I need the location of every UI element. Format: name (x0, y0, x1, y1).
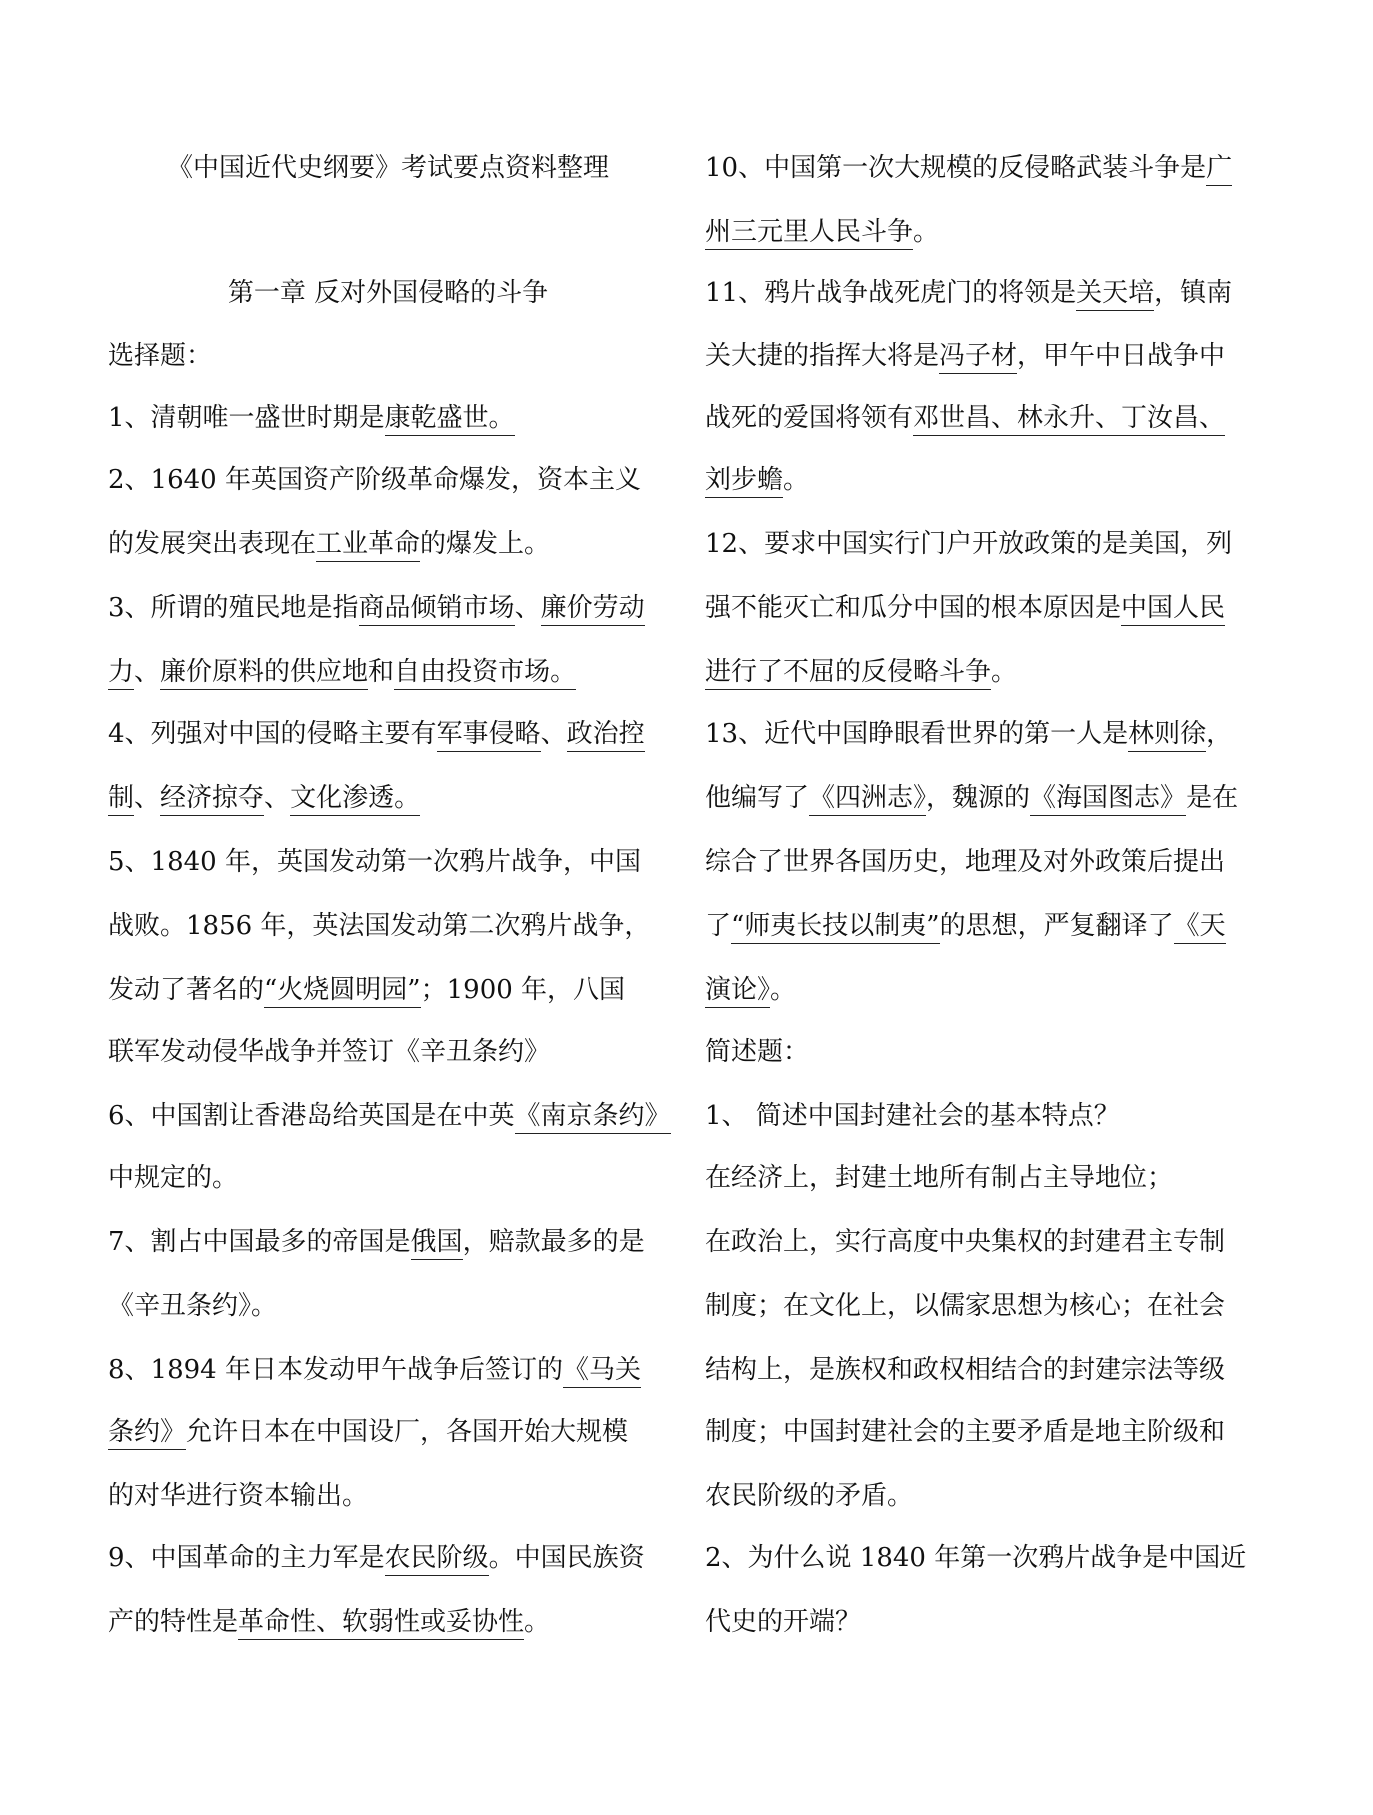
text-run: 。 (770, 975, 797, 1005)
text-line (705, 1352, 1225, 1388)
chapter-title: 第一章 反对外国侵略的斗争 (227, 278, 549, 308)
text-run: 12、要求中国实行门户开放政策的是美国，列 (705, 529, 1233, 559)
underlined-answer: 邓世昌、林永升、丁汝昌、 (913, 403, 1225, 436)
text-run: 《辛丑条约》。 (108, 1291, 278, 1321)
text-run: 是在 (1186, 783, 1239, 813)
text-run: 5、1840 年，英国发动第一次鸦片战争，中国 (108, 847, 641, 877)
text-line (705, 590, 1225, 626)
text-run: 10、中国第一次大规模的反侵略武装斗争是 (705, 153, 1207, 183)
text-line (108, 590, 645, 626)
text-line (705, 1540, 1246, 1576)
document-title: 《中国近代史纲要》考试要点资料整理 (166, 153, 609, 183)
text-run: 9、中国革命的主力军是 (108, 1543, 385, 1573)
underlined-answer: 力 (108, 657, 134, 690)
underlined-answer: 《马关 (563, 1355, 641, 1388)
text-run: 选择题： (108, 341, 213, 371)
text-line (108, 972, 625, 1008)
underlined-answer: “师夷长技以制夷” (731, 911, 940, 944)
text-line (705, 654, 1017, 690)
text-run: 制度；在文化上，以儒家思想为核心；在社会 (705, 1291, 1226, 1321)
text-line (108, 1352, 641, 1388)
text-line (108, 780, 420, 816)
underlined-answer: 《海国图志》 (1030, 783, 1186, 816)
text-line (705, 716, 1232, 752)
underlined-answer: “火烧圆明园” (264, 975, 421, 1008)
text-run: 1、清朝唯一盛世时期是 (108, 403, 385, 433)
text-line (108, 400, 515, 436)
text-line (705, 1604, 861, 1640)
text-run: 在经济上，封建土地所有制占主导地位； (705, 1163, 1174, 1193)
text-run: 战败。1856 年，英法国发动第二次鸦片战争， (108, 911, 651, 941)
text-line (108, 1414, 628, 1450)
text-line (705, 1478, 913, 1514)
text-line (705, 1224, 1225, 1260)
text-run: 简述题： (705, 1037, 810, 1067)
underlined-answer: 农民阶级 (385, 1543, 489, 1576)
text-line (705, 780, 1238, 816)
underlined-answer: 林则徐 (1128, 719, 1206, 752)
text-run: 6、中国割让香港岛给英国是在中英 (108, 1101, 515, 1131)
text-line (705, 338, 1225, 374)
text-run: 。 (913, 217, 940, 247)
text-line (705, 1288, 1225, 1324)
text-run: 在政治上，实行高度中央集权的封建君主专制 (705, 1227, 1226, 1257)
text-run: 的思想，严复翻译了 (939, 911, 1174, 941)
underlined-answer: 廉价原料的供应地 (160, 657, 368, 690)
underlined-answer: 自由投资市场。 (394, 657, 576, 690)
text-run: 8、1894 年日本发动甲午战争后签订的 (108, 1355, 563, 1385)
text-run: 、 (134, 783, 161, 813)
text-line (705, 972, 796, 1008)
text-line (108, 338, 212, 374)
text-line (705, 1034, 809, 1070)
text-line (108, 1224, 645, 1260)
text-line (705, 150, 1232, 186)
text-line (108, 654, 576, 690)
text-run: 、 (540, 719, 567, 749)
text-line (705, 908, 1226, 944)
underlined-answer: 演论》 (705, 975, 770, 1008)
text-run: 。 (524, 1607, 551, 1637)
underlined-answer: 条约》 (108, 1417, 186, 1450)
underlined-answer: 政治控 (567, 719, 645, 752)
text-run: 结构上，是族权和政权相结合的封建宗法等级 (705, 1355, 1226, 1385)
text-run: 4、列强对中国的侵略主要有 (108, 719, 437, 749)
underlined-answer: 《天 (1174, 911, 1226, 944)
text-line (108, 1604, 550, 1640)
underlined-answer: 商品倾销市场 (359, 593, 515, 626)
text-run: 。 (991, 657, 1018, 687)
underlined-answer: 文化渗透。 (290, 783, 420, 816)
text-run: 发动了著名的 (108, 975, 265, 1005)
text-run: 联军发动侵华战争并签订《辛丑条约》 (108, 1037, 551, 1067)
underlined-answer: 军事侵略 (437, 719, 541, 752)
text-run: 、 (514, 593, 541, 623)
text-line (705, 1414, 1225, 1450)
text-run: 制度；中国封建社会的主要矛盾是地主阶级和 (705, 1417, 1226, 1447)
text-run: 战死的爱国将领有 (705, 403, 914, 433)
text-line (705, 400, 1225, 436)
underlined-answer: 进行了不屈的反侵略斗争 (705, 657, 991, 690)
text-run: 1、 简述中国封建社会的基本特点？ (705, 1101, 1120, 1131)
text-run: ，赔款最多的是 (462, 1227, 645, 1257)
text-run: 3、所谓的殖民地是指 (108, 593, 359, 623)
text-line (705, 1160, 1173, 1196)
text-line (108, 1540, 645, 1576)
text-run: 13、近代中国睁眼看世界的第一人是 (705, 719, 1129, 749)
underlined-answer: 关天培 (1076, 278, 1154, 311)
text-run: 他编写了 (705, 783, 810, 813)
text-run: 代史的开端？ (705, 1607, 862, 1637)
text-run: 农民阶级的矛盾。 (705, 1481, 914, 1511)
text-run: 。中国民族资 (488, 1543, 645, 1573)
underlined-answer: 工业革命 (316, 529, 420, 562)
underlined-answer: 康乾盛世。 (385, 403, 515, 436)
underlined-answer: 州三元里人民斗争 (705, 217, 913, 250)
text-run: 、 (134, 657, 161, 687)
text-line (108, 1478, 368, 1514)
text-run: 综合了世界各国历史，地理及对外政策后提出 (705, 847, 1226, 877)
text-line (108, 1034, 550, 1070)
text-line (108, 844, 641, 880)
underlined-answer: 革命性、软弱性或妥协性 (238, 1607, 524, 1640)
text-run: 强不能灭亡和瓜分中国的根本原因是 (705, 593, 1122, 623)
text-run: 了 (705, 911, 732, 941)
underlined-answer: 《南京条约》 (515, 1101, 671, 1134)
underlined-answer: 冯子材 (939, 341, 1017, 374)
underlined-answer: 廉价劳动 (541, 593, 645, 626)
underlined-answer: 《四洲志》 (809, 783, 926, 816)
underlined-answer: 制 (108, 783, 134, 816)
text-line (108, 526, 550, 562)
underlined-answer: 中国人民 (1121, 593, 1225, 626)
text-run: ，魏源的 (926, 783, 1031, 813)
text-run: 。 (783, 465, 810, 495)
text-line (108, 908, 650, 944)
text-run: 7、割占中国最多的帝国是 (108, 1227, 411, 1257)
text-run: ，甲午中日战争中 (1017, 341, 1226, 371)
text-run: ， (1206, 719, 1233, 749)
text-line (705, 1098, 1120, 1134)
text-line (108, 1288, 277, 1324)
underlined-answer: 经济掠夺 (160, 783, 264, 816)
text-run: 的爆发上。 (420, 529, 551, 559)
text-line (705, 844, 1225, 880)
text-run: 、 (264, 783, 291, 813)
text-line (705, 526, 1232, 562)
text-run: 11、鸦片战争战死虎门的将领是 (705, 278, 1077, 308)
text-run: 的发展突出表现在 (108, 529, 317, 559)
text-line (108, 462, 641, 498)
text-line (108, 716, 645, 752)
text-run: 和 (368, 657, 395, 687)
underlined-answer: 俄国 (411, 1227, 463, 1260)
underlined-answer: 广 (1206, 153, 1232, 186)
text-run: 关大捷的指挥大将是 (705, 341, 940, 371)
underlined-answer: 刘步蟾 (705, 465, 783, 498)
text-line (108, 1160, 238, 1196)
text-line (705, 214, 939, 250)
text-run: 产的特性是 (108, 1607, 239, 1637)
text-line (705, 275, 1232, 311)
text-run: ，镇南 (1154, 278, 1233, 308)
text-run: 允许日本在中国设厂，各国开始大规模 (186, 1417, 629, 1447)
text-run: 的对华进行资本输出。 (108, 1481, 369, 1511)
text-run: 2、1640 年英国资产阶级革命爆发，资本主义 (108, 465, 641, 495)
text-run: 2、为什么说 1840 年第一次鸦片战争是中国近 (705, 1543, 1247, 1573)
text-line (705, 462, 809, 498)
text-line (108, 1098, 671, 1134)
text-run: ；1900 年，八国 (420, 975, 626, 1005)
text-run: 中规定的。 (108, 1163, 239, 1193)
